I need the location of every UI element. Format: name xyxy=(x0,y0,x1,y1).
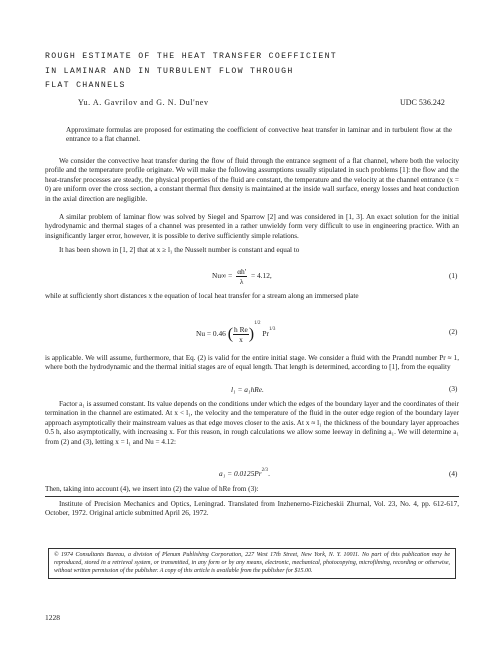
page-number: 1228 xyxy=(45,613,60,622)
eq1-numerator: αh' xyxy=(237,267,247,276)
eq4-exponent: 2/3 xyxy=(261,468,269,473)
equation-4 xyxy=(219,468,270,478)
eq1-left: Nu∞ = xyxy=(212,271,233,281)
equation-number-4: (4) xyxy=(449,470,458,478)
article-title xyxy=(45,50,465,94)
eq2-paren-close: ) xyxy=(248,325,255,343)
title-line-1: ROUGH ESTIMATE OF THE HEAT TRANSFER COEFFICIENT xyxy=(45,52,338,61)
equation-number-3: (3) xyxy=(449,385,458,393)
eq2-left: Nu = 0.46 xyxy=(196,329,226,338)
eq1-fraction xyxy=(236,267,247,286)
equation-2 xyxy=(196,321,275,344)
title-line-2: IN LAMINAR AND IN TURBULENT FLOW THROUGH xyxy=(45,66,294,76)
paragraph-2: A similar problem of laminar flow was solved by Siegel and Sparrow [2] and was considered in [1, 3]. An exact solution for the initial hydrodynamic and thermal stages of a channel was presented in a rather unwieldy form very difficult to use in engineering practice. With an insignificantly larger error, however, it is possible to derive sufficiently simple relations. xyxy=(45,213,459,240)
footnote-rule xyxy=(45,496,459,497)
eq2-fraction xyxy=(233,325,249,344)
eq4-body: a₁ = 0.0125Pr xyxy=(219,469,262,478)
affiliation-footnote: Institute of Precision Mechanics and Optics, Leningrad. Translated from Inzhenerno-Fizicheskii Zhurnal, Vol. 23, No. 4, pp. 612-617, October, 1972. Original article submitted April 26, 1972. xyxy=(45,500,459,518)
eq1-right: = 4.12, xyxy=(250,271,272,281)
equation-1 xyxy=(212,267,272,286)
eq2-denominator: x xyxy=(239,334,243,344)
eq2-exponent-1: 1/2 xyxy=(254,321,261,326)
equation-number-1: (1) xyxy=(449,272,458,280)
title-line-3: FLAT CHANNELS xyxy=(45,81,126,90)
eq4-end: . xyxy=(268,469,270,478)
abstract: Approximate formulas are proposed for estimating the coefficient of convective heat transfer in laminar and in turbulent flow at the entrance to a flat channel. xyxy=(66,126,452,144)
authors: Yu. A. Gavrilov and G. N. Dul'nev xyxy=(78,98,209,107)
paragraph-7: Then, taking into account (4), we insert into (2) the value of hRe from (3): xyxy=(45,485,259,493)
equation-3: l₁ = a₁hRe. xyxy=(231,385,264,394)
paragraph-6: Factor a₁ is assumed constant. Its value depends on the conditions under which the edges of the boundary layer and the coordinates of their termination in the channel are estimated. At x < l₁, the velocity and the temperature of the fluid in the outer edge region of the boundary layer approach asymptotically their mainstream values as that edge moves closer to the axis. At x ≈ l₁ the thickness of the boundary layer approaches 0.5 h, also asymptotically, with increasing x. For this reason, in rough calculations we allow some leeway in defining a₁. We will determine a₁ from (2) and (3), letting x = l₁ and Nu = 4.12: xyxy=(45,400,459,446)
eq2-numerator: h Re xyxy=(234,324,248,334)
eq2-prandtl: Pr xyxy=(262,329,269,338)
udc-code: UDC 536.242 xyxy=(400,98,445,107)
eq1-denominator: λ xyxy=(239,277,244,286)
equation-number-2: (2) xyxy=(449,328,458,336)
eq2-paren-open: ( xyxy=(227,325,234,343)
copyright-notice: © 1974 Consultants Bureau, a division of Plenum Publishing Corporation, 227 West 17th Street, New York, N. Y. 10011. No part of this publication may be reproduced, stored in a retrieval system, or transmitted, in any form or by any means, electronic, mechanical, photocopying, microfilming, recording or otherwise, without written permission of the publisher. A copy of this article is available from the publisher for $15.00. xyxy=(48,548,456,579)
paragraph-1: We consider the convective heat transfer during the flow of fluid through the entrance segment of a flat channel, where both the velocity profile and the temperature profile originate. We will make the following assumptions usually stipulated in such problems [1]: the flow and the heat-transfer processes are steady, the physical properties of the fluid are constant, the temperature and the velocity at the channel entrance (x = 0) are uniform over the cross section, a constant thermal flux density is maintained at the inside wall surface, energy losses and heat conduction in the axial direction are negligible. xyxy=(45,157,459,203)
paragraph-4: while at sufficiently short distances x the equation of local heat transfer for a stream along an immersed plate xyxy=(45,292,359,300)
paragraph-5: is applicable. We will assume, furthermore, that Eq. (2) is valid for the entire initial stage. We consider a fluid with the Prandtl number Pr ≈ 1, where both the hydrodynamic and the thermal initial stages are of equal length. That length is determined, according to [1], from the equality xyxy=(45,354,459,372)
eq2-exponent-2: 1/3 xyxy=(268,327,276,332)
paragraph-3: It has been shown in [1, 2] that at x ≥ l₁ the Nusselt number is constant and equal to xyxy=(59,246,300,254)
